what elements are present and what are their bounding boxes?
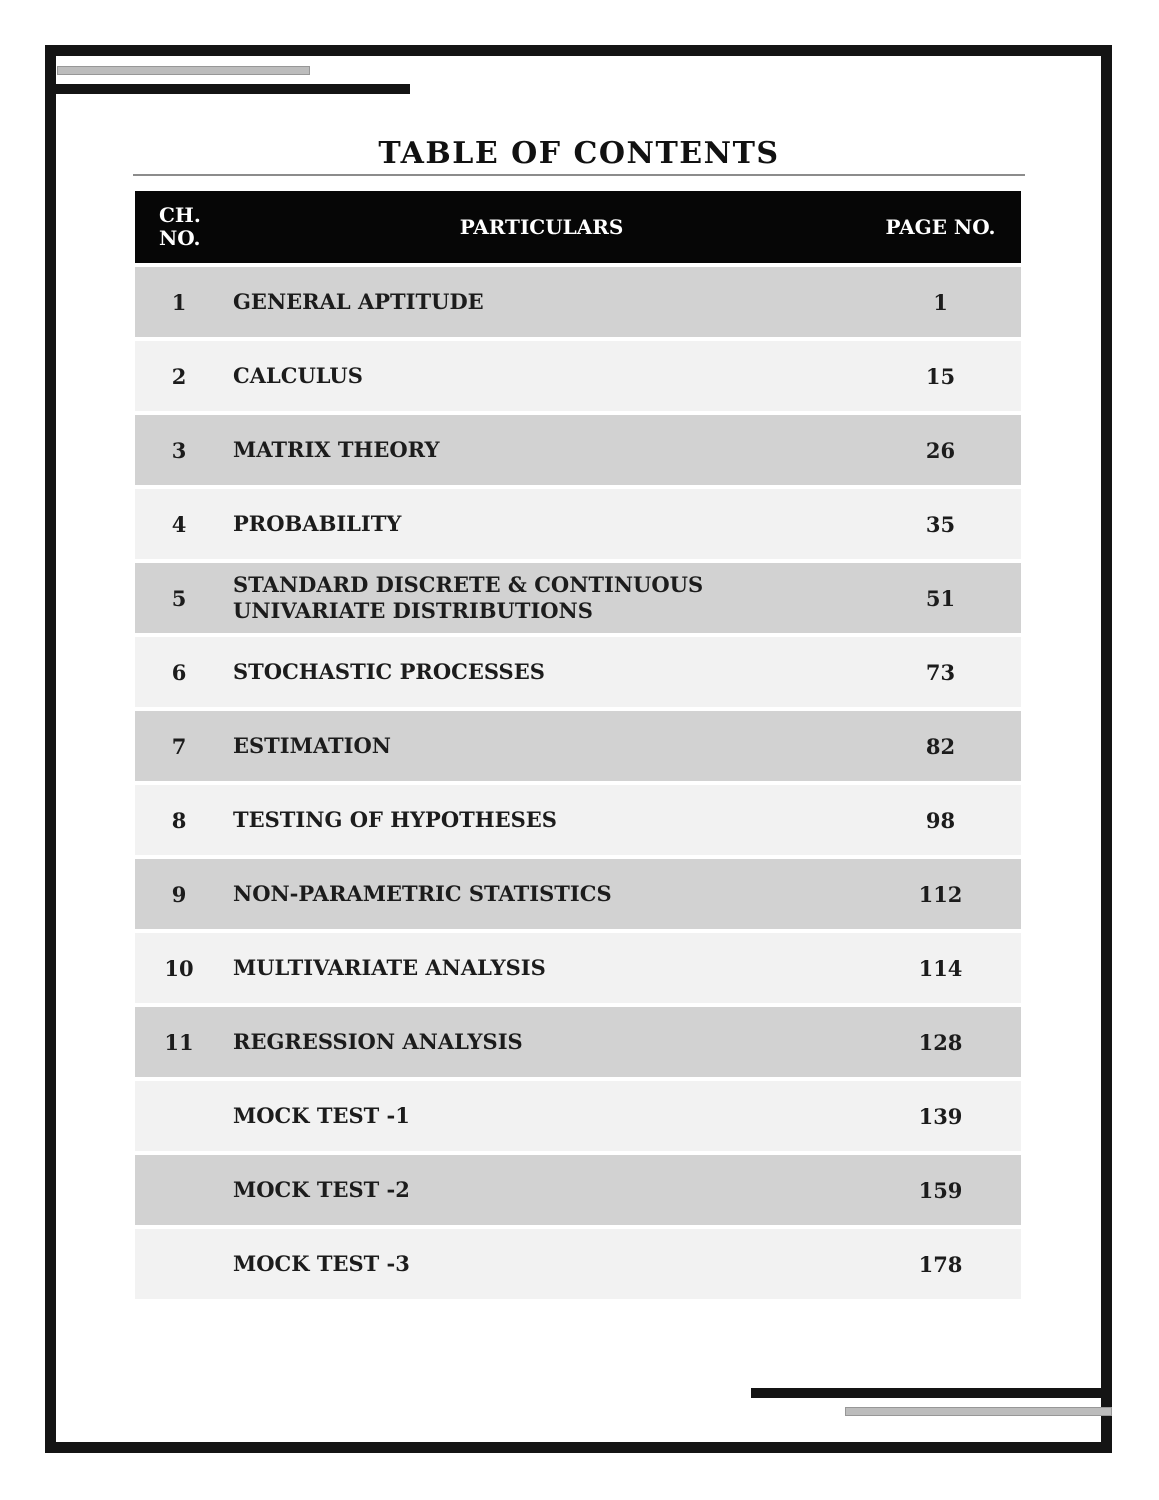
chapter-title: PROBABILITY <box>233 510 402 536</box>
page-number: 82 <box>925 733 956 759</box>
table-header-row <box>135 191 1021 263</box>
chapter-number: 5 <box>171 585 187 611</box>
chapter-title: NON-PARAMETRIC STATISTICS <box>233 880 612 906</box>
page-number: 1 <box>933 289 948 315</box>
bottom-right-black-bar <box>751 1388 1112 1398</box>
chapter-title: GENERAL APTITUDE <box>233 288 484 314</box>
table-row <box>135 341 1021 411</box>
page-number: 73 <box>925 659 956 685</box>
table-row <box>135 859 1021 929</box>
chapter-title: MOCK TEST -2 <box>233 1176 410 1202</box>
chapter-number: 3 <box>171 437 187 463</box>
page-number: 112 <box>918 881 963 907</box>
page-number: 26 <box>925 437 956 463</box>
chapter-number: 11 <box>164 1029 194 1055</box>
chapter-number: 8 <box>171 807 187 833</box>
table-row <box>135 1081 1021 1151</box>
chapter-number: 9 <box>171 881 187 907</box>
chapter-title: STANDARD DISCRETE & CONTINUOUS UNIVARIATE DISTRIBUTIONS <box>233 571 704 623</box>
table-row <box>135 1229 1021 1299</box>
chapter-title: STOCHASTIC PROCESSES <box>233 658 545 684</box>
table-row <box>135 489 1021 559</box>
chapter-title: REGRESSION ANALYSIS <box>233 1028 523 1054</box>
header-particulars: PARTICULARS <box>459 214 624 239</box>
table-row <box>135 637 1021 707</box>
chapter-title: MOCK TEST -1 <box>233 1102 410 1128</box>
chapter-title: CALCULUS <box>233 362 363 388</box>
bottom-right-gray-bar <box>845 1407 1112 1416</box>
title-divider <box>133 174 1025 176</box>
page-number: 139 <box>918 1103 963 1129</box>
header-page-no: PAGE NO. <box>885 215 996 239</box>
page-number: 159 <box>918 1177 963 1203</box>
page-number: 178 <box>918 1251 963 1277</box>
table-row <box>135 1007 1021 1077</box>
top-left-gray-bar <box>57 66 310 75</box>
page-title: TABLE OF CONTENTS <box>378 136 780 171</box>
chapter-title: TESTING OF HYPOTHESES <box>233 806 557 832</box>
chapter-number: 6 <box>171 659 187 685</box>
page-number: 15 <box>925 363 956 389</box>
table-row <box>135 1155 1021 1225</box>
table-row <box>135 711 1021 781</box>
chapter-number: 4 <box>171 511 187 537</box>
header-ch-no: CH. NO. <box>159 203 201 250</box>
page-number: 51 <box>925 585 956 611</box>
chapter-title: MOCK TEST -3 <box>233 1250 410 1276</box>
table-of-contents <box>135 191 1021 1303</box>
chapter-number: 1 <box>171 289 187 315</box>
table-row <box>135 933 1021 1003</box>
chapter-title: MULTIVARIATE ANALYSIS <box>233 954 546 980</box>
page-number: 98 <box>925 807 956 833</box>
table-row <box>135 563 1021 633</box>
table-row <box>135 415 1021 485</box>
table-row <box>135 267 1021 337</box>
chapter-number: 7 <box>171 733 187 759</box>
chapter-title: ESTIMATION <box>233 732 391 758</box>
chapter-number: 2 <box>171 363 187 389</box>
table-row <box>135 785 1021 855</box>
page-number: 128 <box>918 1029 963 1055</box>
page-number: 114 <box>918 955 963 981</box>
top-left-black-bar <box>45 84 410 94</box>
chapter-title: MATRIX THEORY <box>233 436 440 462</box>
toc-rows <box>135 267 1021 1299</box>
chapter-number: 10 <box>164 955 194 981</box>
page-number: 35 <box>925 511 956 537</box>
